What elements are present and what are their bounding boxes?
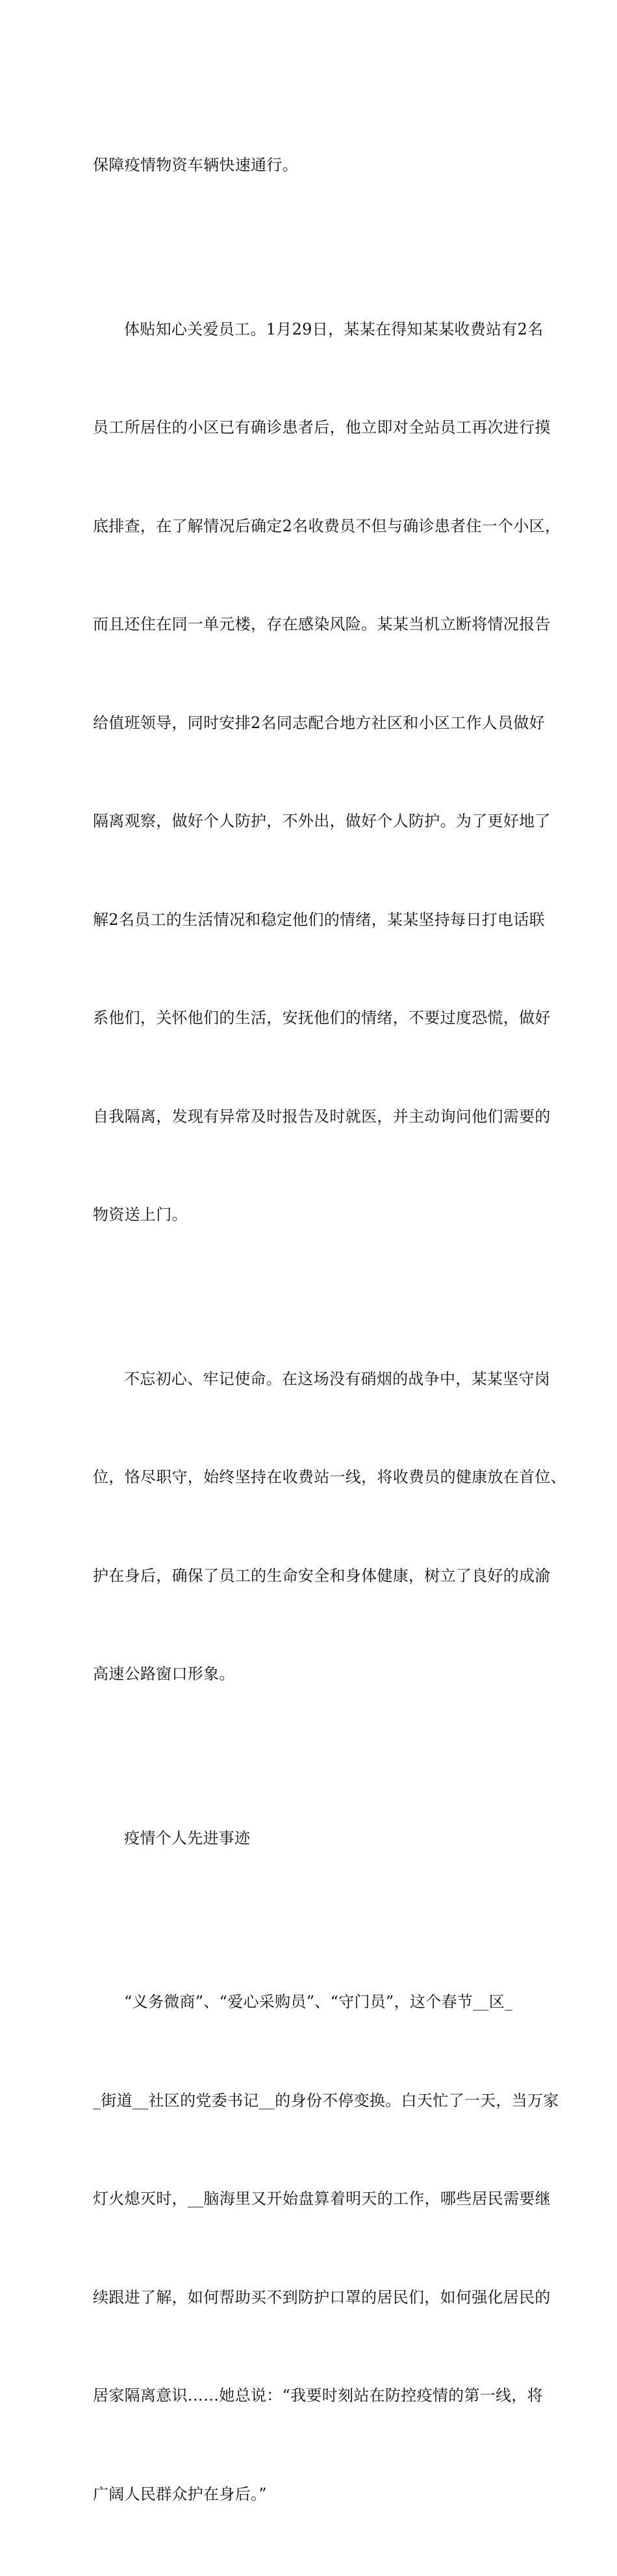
text-line: 系他们，关怀他们的生活，安抚他们的情绪，不要过度恐慌，做好 xyxy=(93,1009,551,1027)
text-line: 员工所居住的小区已有确诊患者后，他立即对全站员工再次进行摸 xyxy=(93,418,551,436)
text-line: 广阔人民群众护在身后。” xyxy=(93,2484,267,2503)
paragraph-5 xyxy=(93,1920,559,2576)
text-line: 护在身后，确保了员工的生命安全和身体健康，树立了良好的成渝 xyxy=(93,1566,551,1585)
text-line: 底排查，在了解情况后确定2名收费员不但与确诊患者住一个小区， xyxy=(93,516,561,535)
section-heading xyxy=(93,1756,527,1921)
text-line: 不忘初心、牢记使命。在这场没有硝烟的战争中，某某坚守岗 xyxy=(124,1369,551,1388)
text-line: _街道__社区的党委书记__的身份不停变换。白天忙了一天，当万家 xyxy=(93,2091,559,2110)
text-line: 而且还住在同一单元楼，存在感染风险。某某当机立断将情况报告 xyxy=(93,615,551,633)
text-line: 体贴知心关爱员工。1月29日，某某在得知某某收费站有2名 xyxy=(124,320,544,338)
text-line: 高速公路窗口形象。 xyxy=(93,1665,235,1683)
text-line: 物资送上门。 xyxy=(93,1206,188,1224)
heading-text: 疫情个人先进事迹 xyxy=(124,1828,251,1847)
text-line: “义务微商”、“爱心采购员”、“守门员”，这个春节__区_ xyxy=(124,1993,513,2011)
paragraph-3 xyxy=(93,1297,566,1756)
text-line: 续跟进了解，如何帮助买不到防护口罩的居民们，如何强化居民的 xyxy=(93,2288,551,2306)
paragraph-2 xyxy=(93,247,561,1297)
paragraph-1 xyxy=(93,83,527,247)
text-line: 灯火熄灭时，__脑海里又开始盘算着明天的工作，哪些居民需要继 xyxy=(93,2190,551,2208)
text-line: 自我隔离，发现有异常及时报告及时就医，并主动询问他们需要的 xyxy=(93,1107,551,1126)
text-line: 位，恪尽职守，始终坚持在收费站一线，将收费员的健康放在首位、 xyxy=(93,1468,566,1486)
text-line: 居家隔离意识……她总说：“我要时刻站在防控疫情的第一线，将 xyxy=(93,2386,543,2405)
text-line: 给值班领导，同时安排2名同志配合地方社区和小区工作人员做好 xyxy=(93,713,545,732)
text-line: 解2名员工的生活情况和稳定他们的情绪，某某坚持每日打电话联 xyxy=(93,910,545,929)
text-line: 隔离观察，做好个人防护，不外出，做好个人防护。为了更好地了 xyxy=(93,812,551,830)
document-body xyxy=(93,83,566,2576)
text-line: 保障疫情物资车辆快速通行。 xyxy=(93,156,298,174)
